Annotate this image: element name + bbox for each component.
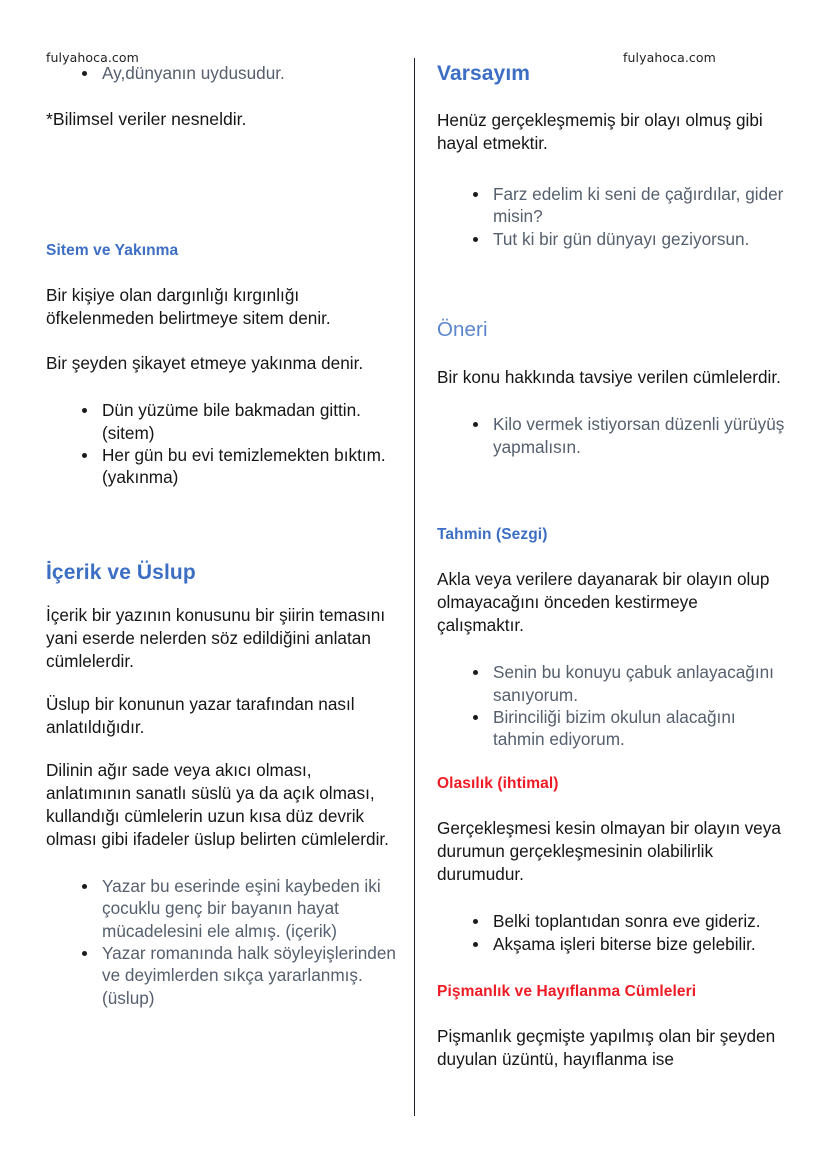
heading-olasilik-ihtimal: Olasılık (ihtimal): [437, 774, 559, 792]
paragraph: Bir şeyden şikayet etmeye yakınma denir.: [46, 353, 364, 374]
paragraph: Akla veya verilere dayanarak bir olayın olup olmayacağını önceden kestirmeye çalışmaktır.: [437, 569, 770, 636]
watermark-right: fulyahoca.com: [623, 50, 716, 65]
list-item: Her gün bu evi temizlemekten bıktım. (yakınma): [102, 444, 396, 489]
right-column: [437, 62, 789, 1071]
paragraph: Henüz gerçekleşmemiş bir olayı olmuş gibi hayal etmektir.: [437, 109, 763, 153]
bullet-list-varsayim: [437, 183, 789, 250]
heading-icerik-ve-uslup: İçerik ve Üslup: [46, 560, 196, 584]
intro-note: *Bilimsel veriler nesneldir.: [46, 109, 247, 130]
paragraph: Pişmanlık geçmişte yapılmış olan bir şeyden duyulan üzüntü, hayıflanma ise: [437, 1026, 776, 1070]
list-item: Tut ki bir gün dünyayı geziyorsun.: [493, 228, 789, 250]
bullet-list-sitem: [46, 399, 396, 488]
list-item: Dün yüzüme bile bakmadan gittin. (sitem): [102, 399, 396, 444]
heading-pismanlik-ve-hayiflanma: Pişmanlık ve Hayıflanma Cümleleri: [437, 982, 697, 1000]
list-item: Yazar bu eserinde eşini kaybeden iki çocuklu genç bir bayanın hayat mücadelesini ele almış. (içerik): [102, 875, 396, 942]
list-item: Belki toplantıdan sonra eve gideriz.: [493, 910, 789, 932]
heading-varsayim: Varsayım: [437, 62, 531, 85]
watermark-left: fulyahoca.com: [46, 50, 139, 65]
bullet-list-oneri: [437, 413, 789, 458]
paragraph: Bir kişiye olan dargınlığı kırgınlığı öfkelenmeden belirtmeye sitem denir.: [46, 285, 331, 329]
bullet-list-icerik: [46, 875, 396, 1009]
bullet-list-tahmin: [437, 661, 789, 750]
paragraph: Bir konu hakkında tavsiye verilen cümlelerdir.: [437, 367, 781, 388]
left-column: [46, 62, 396, 1009]
list-item: Ay,dünyanın uydusudur.: [102, 62, 396, 84]
heading-sitem-ve-yakinma: Sitem ve Yakınma: [46, 241, 179, 259]
list-item: Kilo vermek istiyorsan düzenli yürüyüş yapmalısın.: [493, 413, 789, 458]
paragraph: Üslup bir konunun yazar tarafından nasıl anlatıldığıdır.: [46, 693, 355, 737]
paragraph: İçerik bir yazının konusunu bir şiirin temasını yani eserde nelerden söz edildiğini anlatan cümlelerdir.: [46, 604, 386, 671]
list-item: Akşama işleri biterse bize gelebilir.: [493, 933, 789, 955]
list-item: Yazar romanında halk söyleyişlerinden ve deyimlerden sıkça yararlanmış. (üslup): [102, 943, 396, 1008]
heading-oneri: Öneri: [437, 317, 488, 341]
intro-bullet-list: [46, 62, 396, 84]
paragraph: Gerçekleşmesi kesin olmayan bir olayın veya durumun gerçekleşmesinin olabilirlik durumudur.: [437, 818, 781, 885]
heading-tahmin-sezgi: Tahmin (Sezgi): [437, 525, 548, 543]
list-item: Birinciliği bizim okulun alacağını tahmin ediyorum.: [493, 706, 789, 751]
bullet-list-olasilik: [437, 910, 789, 955]
paragraph: Dilinin ağır sade veya akıcı olması, anlatımının sanatlı süslü ya da açık olması, kullandığı cümlelerin uzun kısa düz devrik olması gibi ifadeler üslup belirten cümlelerdir.: [46, 759, 389, 849]
list-item: Senin bu konuyu çabuk anlayacağını sanıyorum.: [493, 661, 789, 706]
list-item: Farz edelim ki seni de çağırdılar, gider misin?: [493, 183, 789, 228]
